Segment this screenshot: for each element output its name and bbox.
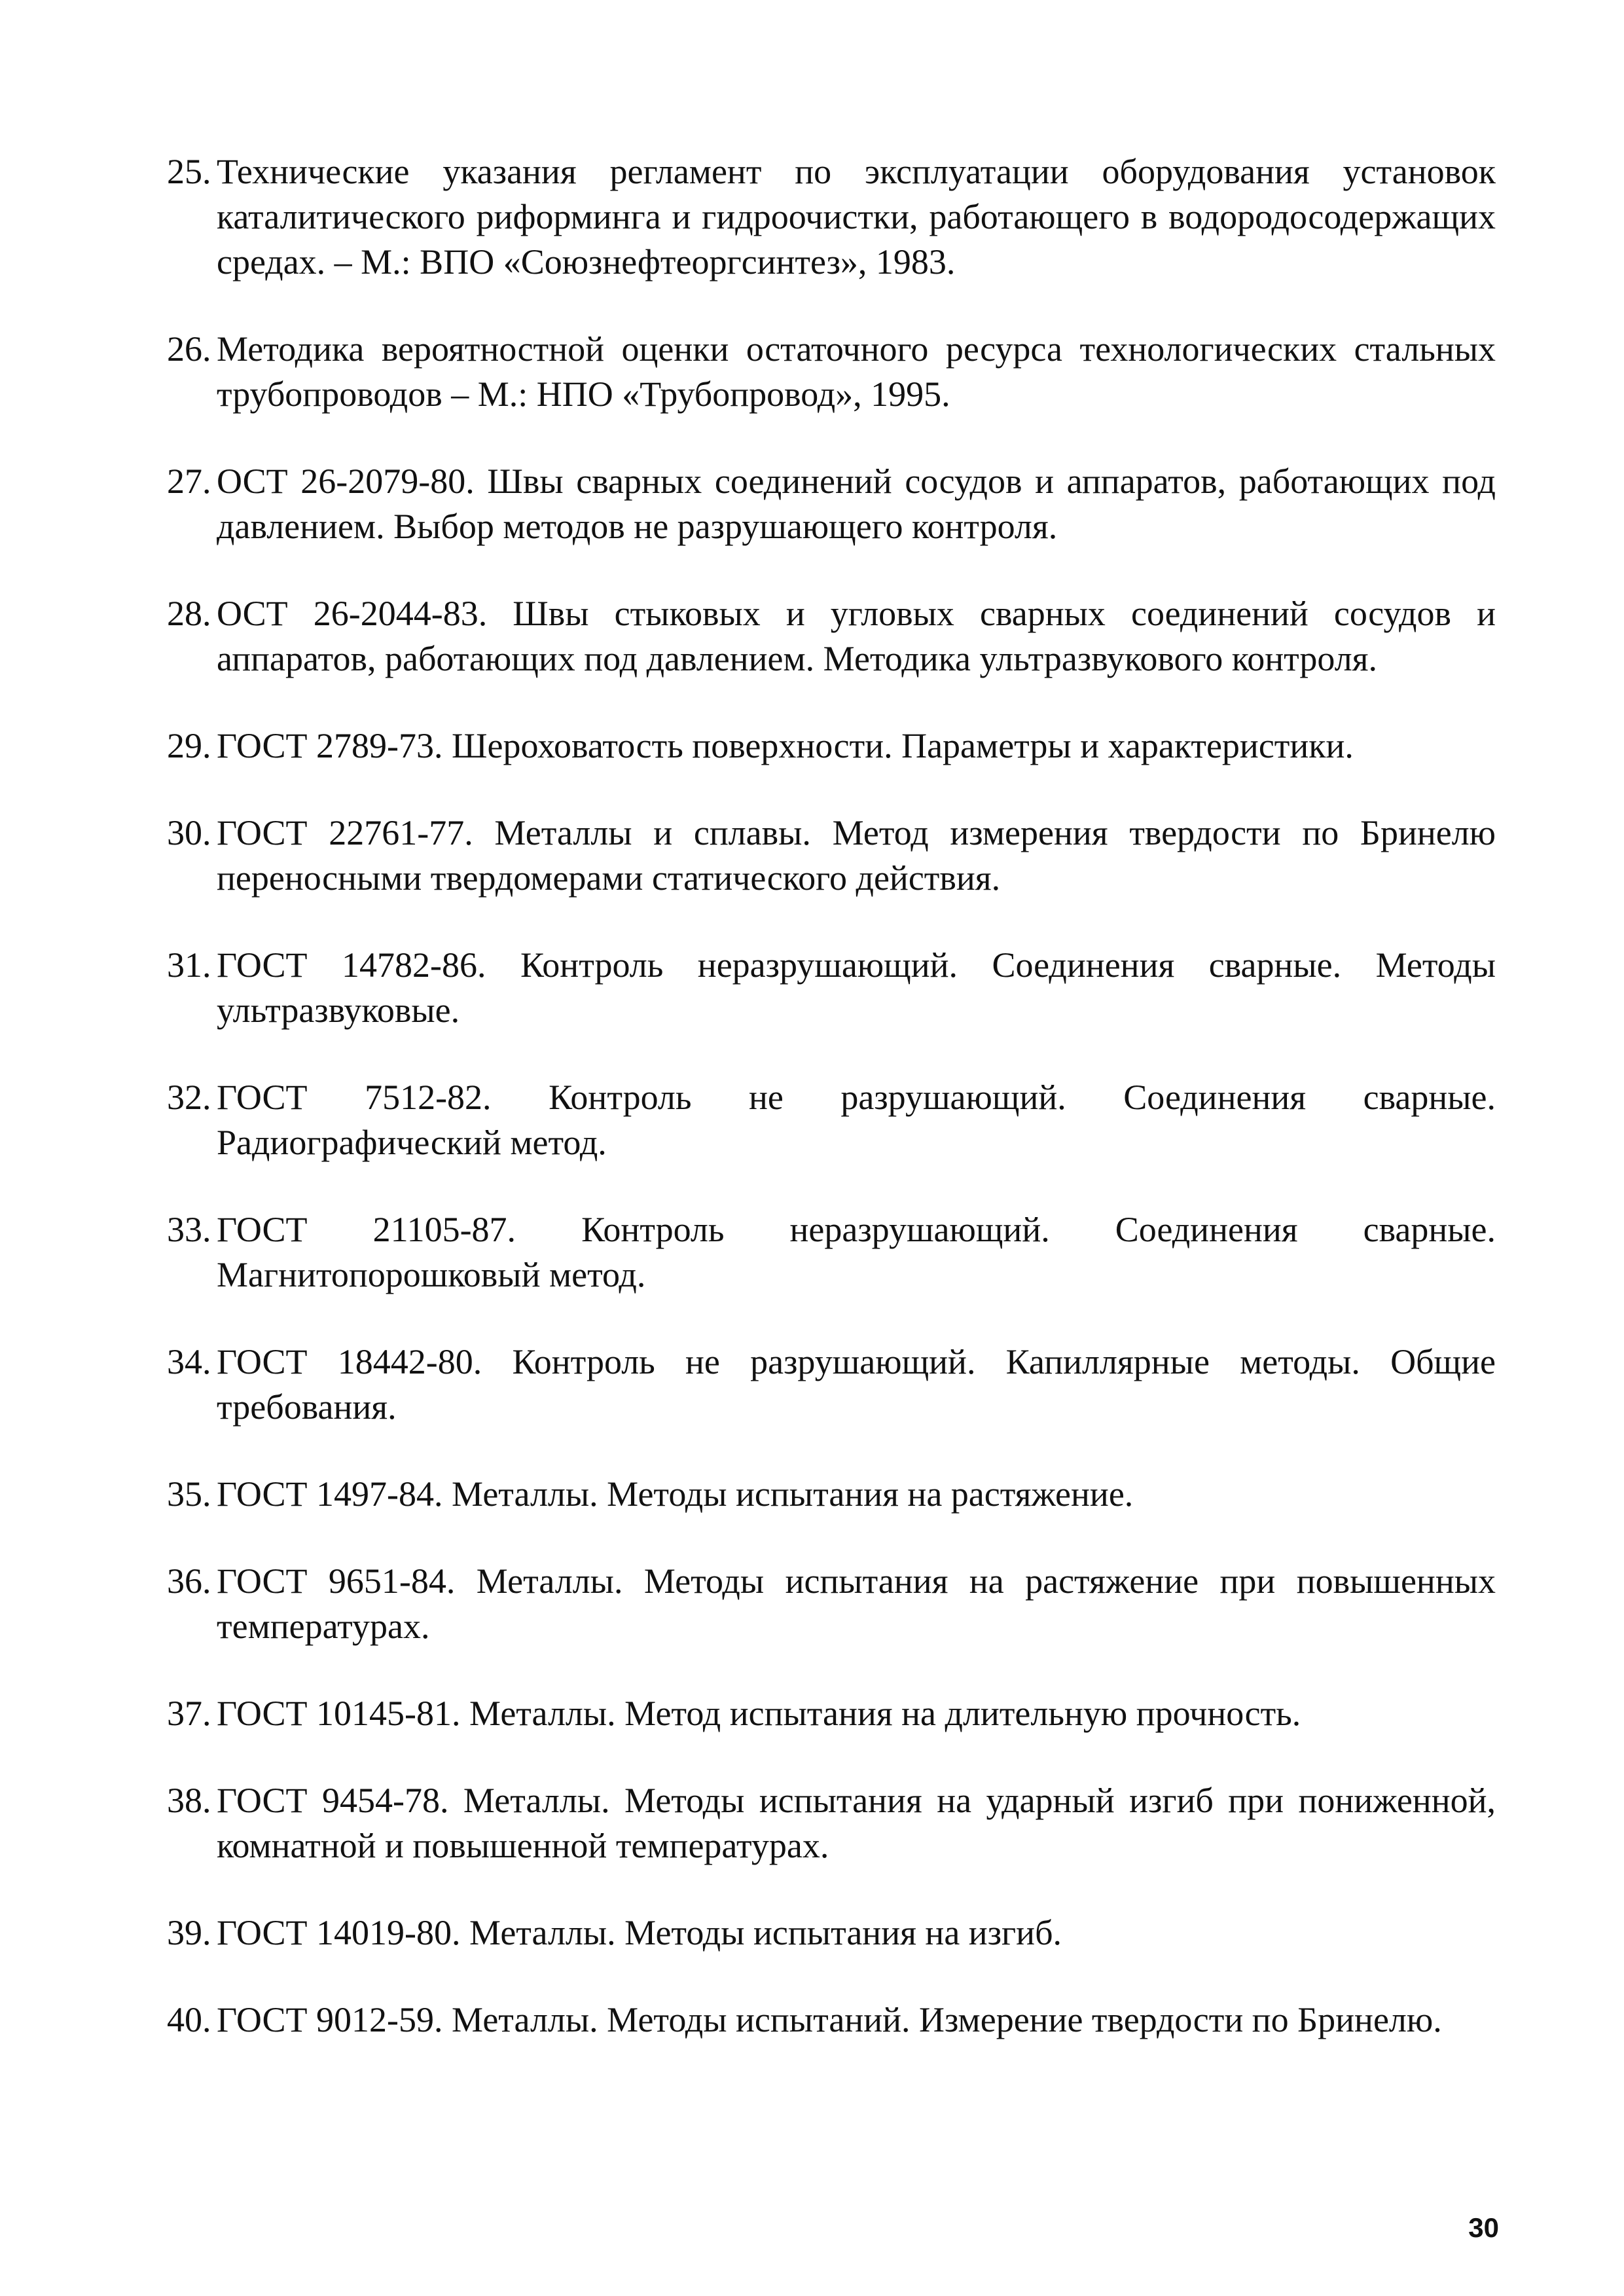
reference-number: 25. [167, 152, 211, 191]
reference-number: 38. [167, 1781, 211, 1820]
reference-text: ГОСТ 14782-86. Контроль неразрушающий. Соединения сварные. Методы ультразвуковые. [217, 945, 1496, 1030]
reference-item [167, 811, 1496, 901]
reference-item [167, 1339, 1496, 1430]
reference-text: ГОСТ 2789-73. Шероховатость поверхности. Параметры и характеристики. [217, 726, 1354, 765]
reference-text: ГОСТ 9651-84. Металлы. Методы испытания на растяжение при повышенных температурах. [217, 1561, 1496, 1646]
reference-text: ГОСТ 14019-80. Металлы. Методы испытания на изгиб. [217, 1913, 1062, 1952]
reference-text: ГОСТ 10145-81. Металлы. Метод испытания на длительную прочность. [217, 1694, 1301, 1733]
reference-text: Технические указания регламент по эксплуатации оборудования установок каталитического риформинга и гидроочистки, работающего в водородосодержащих средах. – М.: ВПО «Союзнефтеоргсинтез», 1983. [217, 152, 1496, 282]
reference-text: ГОСТ 1497-84. Металлы. Методы испытания на растяжение. [217, 1474, 1134, 1514]
reference-text: ОСТ 26-2079-80. Швы сварных соединений сосудов и аппаратов, работающих под давлением. Выбор методов не разрушающего контроля. [217, 462, 1496, 546]
reference-item [167, 1472, 1496, 1517]
reference-item [167, 1910, 1496, 1956]
reference-item [167, 1778, 1496, 1868]
reference-item [167, 327, 1496, 417]
reference-item [167, 1207, 1496, 1298]
reference-number: 26. [167, 329, 211, 369]
reference-item [167, 1997, 1496, 2043]
reference-number: 34. [167, 1342, 211, 1381]
reference-text: ГОСТ 22761-77. Металлы и сплавы. Метод измерения твердости по Бринелю переносными твердомерами статического действия. [217, 813, 1496, 898]
reference-number: 29. [167, 726, 211, 765]
reference-text: ГОСТ 9454-78. Металлы. Методы испытания на ударный изгиб при пониженной, комнатной и повышенной температурах. [217, 1781, 1496, 1865]
reference-number: 36. [167, 1561, 211, 1601]
reference-item [167, 149, 1496, 285]
reference-number: 28. [167, 594, 211, 633]
reference-item [167, 1075, 1496, 1165]
reference-number: 27. [167, 462, 211, 501]
reference-number: 35. [167, 1474, 211, 1514]
reference-text: ОСТ 26-2044-83. Швы стыковых и угловых сварных соединений сосудов и аппаратов, работающих под давлением. Методика ультразвукового контроля. [217, 594, 1496, 678]
reference-number: 33. [167, 1210, 211, 1249]
reference-item [167, 459, 1496, 549]
reference-number: 31. [167, 945, 211, 985]
reference-item [167, 1559, 1496, 1649]
reference-number: 39. [167, 1913, 211, 1952]
reference-text: ГОСТ 18442-80. Контроль не разрушающий. Капиллярные методы. Общие требования. [217, 1342, 1496, 1427]
page-number: 30 [1468, 2212, 1499, 2243]
reference-text: ГОСТ 9012-59. Металлы. Методы испытаний. Измерение твердости по Бринелю. [217, 2000, 1442, 2039]
reference-list [167, 149, 1496, 2085]
reference-text: ГОСТ 7512-82. Контроль не разрушающий. Соединения сварные. Радиографический метод. [217, 1078, 1496, 1162]
reference-item [167, 943, 1496, 1033]
reference-number: 30. [167, 813, 211, 852]
reference-item [167, 723, 1496, 769]
reference-item [167, 1691, 1496, 1736]
reference-number: 32. [167, 1078, 211, 1117]
reference-text: Методика вероятностной оценки остаточного ресурса технологических стальных трубопроводов – М.: НПО «Трубопровод», 1995. [217, 329, 1496, 414]
reference-text: ГОСТ 21105-87. Контроль неразрушающий. Соединения сварные. Магнитопорошковый метод. [217, 1210, 1496, 1294]
reference-number: 40. [167, 2000, 211, 2039]
reference-item [167, 591, 1496, 682]
reference-number: 37. [167, 1694, 211, 1733]
